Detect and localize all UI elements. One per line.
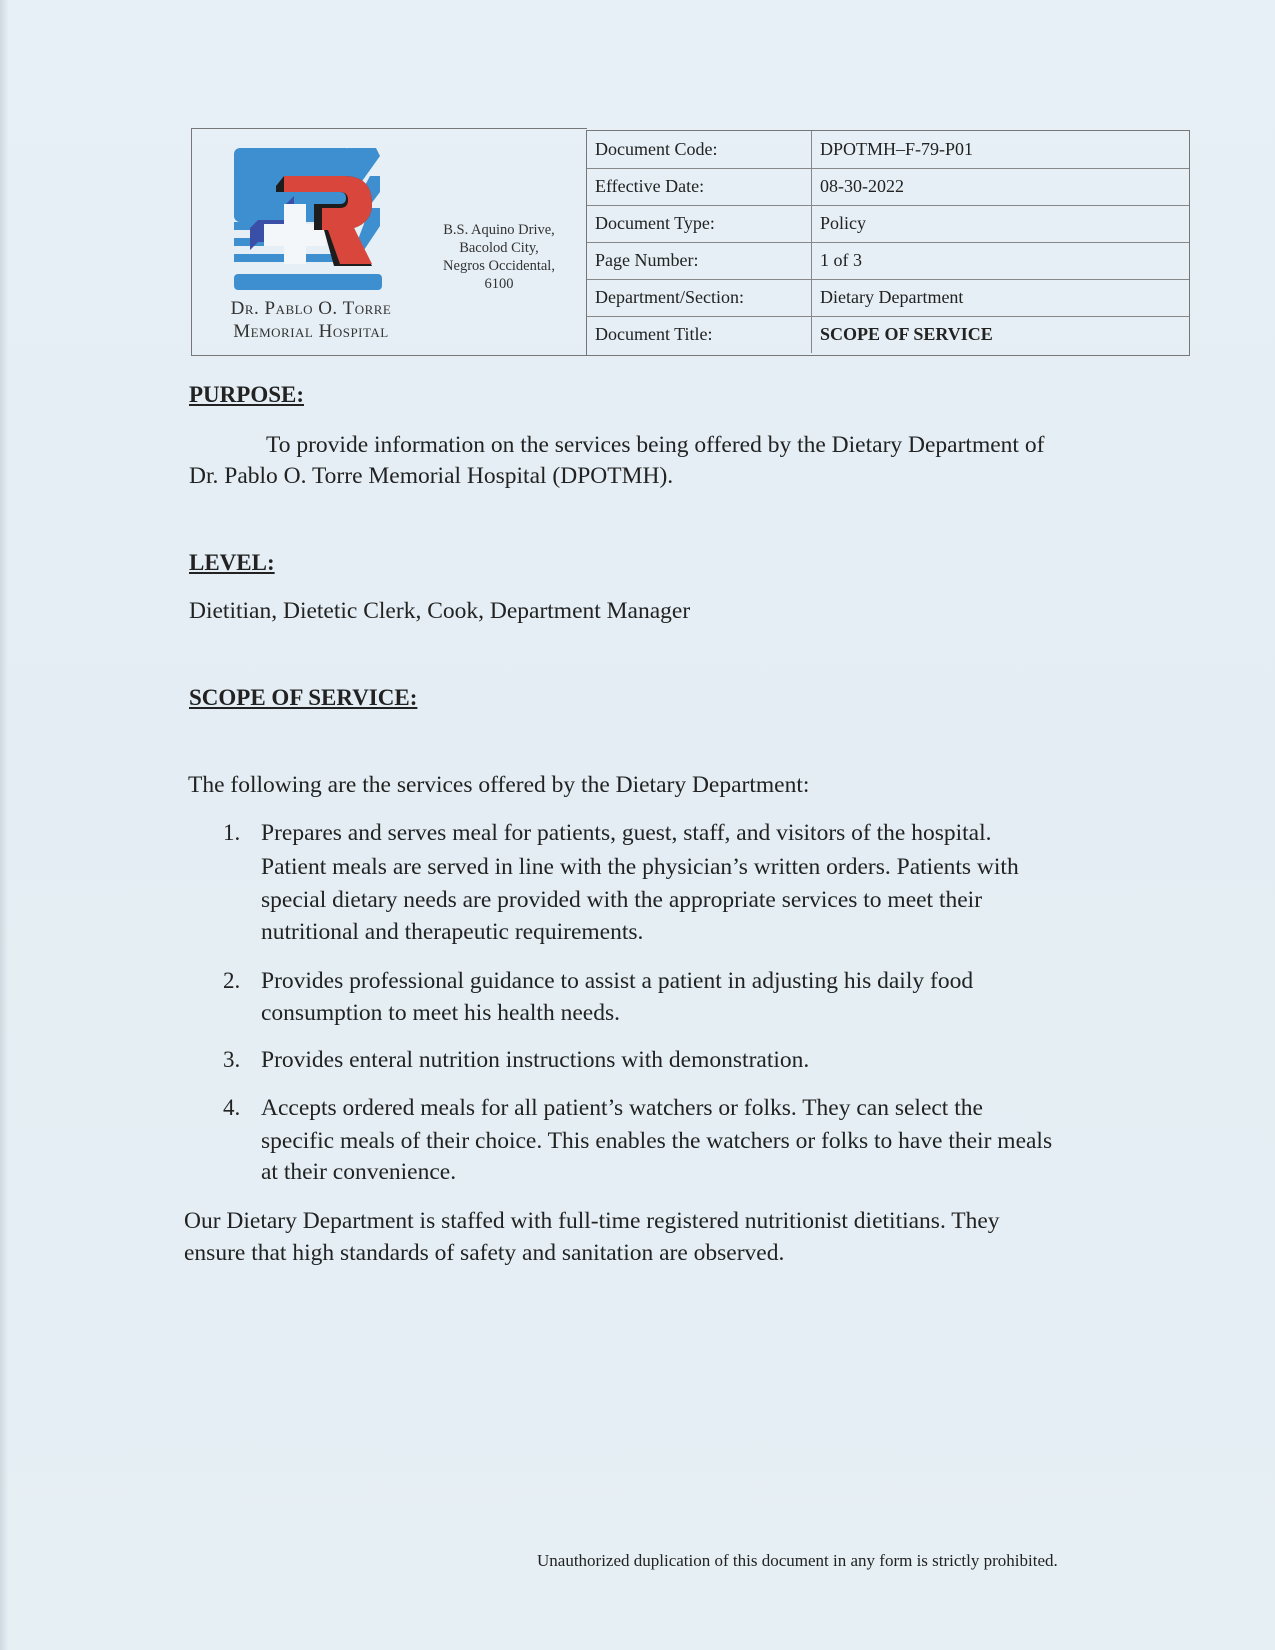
address-line: Negros Occidental, (443, 258, 555, 274)
list-item-line: consumption to meet his health needs. (261, 1000, 620, 1026)
value-document-code: DPOTMH–F-79-P01 (820, 139, 974, 159)
value-department: Dietary Department (820, 287, 964, 307)
list-item-line: Prepares and serves meal for patients, guest, staff, and visitors of the hospital. (261, 820, 992, 846)
level-text: Dietitian, Dietetic Clerk, Cook, Department Manager (189, 598, 691, 624)
label-document-type: Document Type: (587, 205, 812, 242)
purpose-heading: PURPOSE: (189, 382, 304, 407)
scan-edge (0, 0, 8, 1650)
list-number: 2. (223, 968, 241, 993)
label-effective-date: Effective Date: (587, 168, 812, 205)
row-document-title (587, 316, 1189, 353)
footer-notice: Unauthorized duplication of this document in any form is strictly prohibited. (537, 1551, 1058, 1570)
list-item-line: Patient meals are served in line with the physician’s written orders. Patients with (261, 854, 1019, 880)
list-number: 4. (223, 1095, 241, 1120)
list-item-line: Provides enteral nutrition instructions with demonstration. (261, 1047, 810, 1073)
list-item-line: special dietary needs are provided with the appropriate services to meet their (261, 887, 983, 913)
scope-intro: The following are the services offered by the Dietary Department: (188, 772, 810, 798)
hospital-address (424, 221, 574, 293)
value-document-type: Policy (820, 213, 867, 233)
document-info-table (586, 130, 1190, 356)
list-item-line: nutritional and therapeutic requirements. (261, 919, 644, 945)
hospital-name-line2: Memorial Hospital (233, 321, 389, 342)
purpose-text-line: Dr. Pablo O. Torre Memorial Hospital (DPOTMH). (189, 463, 674, 489)
list-number: 1. (223, 820, 241, 845)
list-number: 3. (223, 1047, 241, 1072)
hospital-identity (191, 128, 587, 356)
closing-paragraph-line: ensure that high standards of safety and sanitation are observed. (184, 1240, 785, 1266)
label-department: Department/Section: (587, 279, 812, 316)
label-page-number: Page Number: (587, 242, 812, 279)
value-page-number: 1 of 3 (820, 250, 862, 270)
address-line: B.S. Aquino Drive, (443, 222, 555, 238)
address-line: Bacolod City, (459, 240, 539, 256)
row-document-type (587, 205, 1189, 243)
level-heading: LEVEL: (189, 550, 275, 575)
list-item-line: Provides professional guidance to assist a patient in adjusting his daily food (261, 968, 974, 994)
scope-heading: SCOPE OF SERVICE: (189, 685, 418, 710)
document-header (191, 128, 1188, 356)
list-item-line: at their convenience. (261, 1159, 457, 1185)
value-effective-date: 08-30-2022 (820, 176, 904, 196)
row-document-code (587, 131, 1189, 169)
list-item-line: Accepts ordered meals for all patient’s watchers or folks. They can select the (261, 1095, 983, 1121)
label-document-title: Document Title: (587, 316, 812, 353)
hospital-logo-icon (230, 146, 384, 293)
address-line: 6100 (484, 276, 514, 292)
row-page-number (587, 242, 1189, 280)
row-department (587, 279, 1189, 317)
purpose-text-line: To provide information on the services being offered by the Dietary Department of (266, 432, 1045, 458)
hospital-name-line1: Dr. Pablo O. Torre (230, 298, 392, 319)
closing-paragraph-line: Our Dietary Department is staffed with full-time registered nutritionist dietitians. They (184, 1208, 1000, 1234)
row-effective-date (587, 168, 1189, 206)
value-document-title: SCOPE OF SERVICE (820, 324, 993, 344)
label-document-code: Document Code: (587, 131, 812, 168)
list-item-line: specific meals of their choice. This enables the watchers or folks to have their meals (261, 1128, 1053, 1154)
hospital-name (206, 297, 416, 343)
